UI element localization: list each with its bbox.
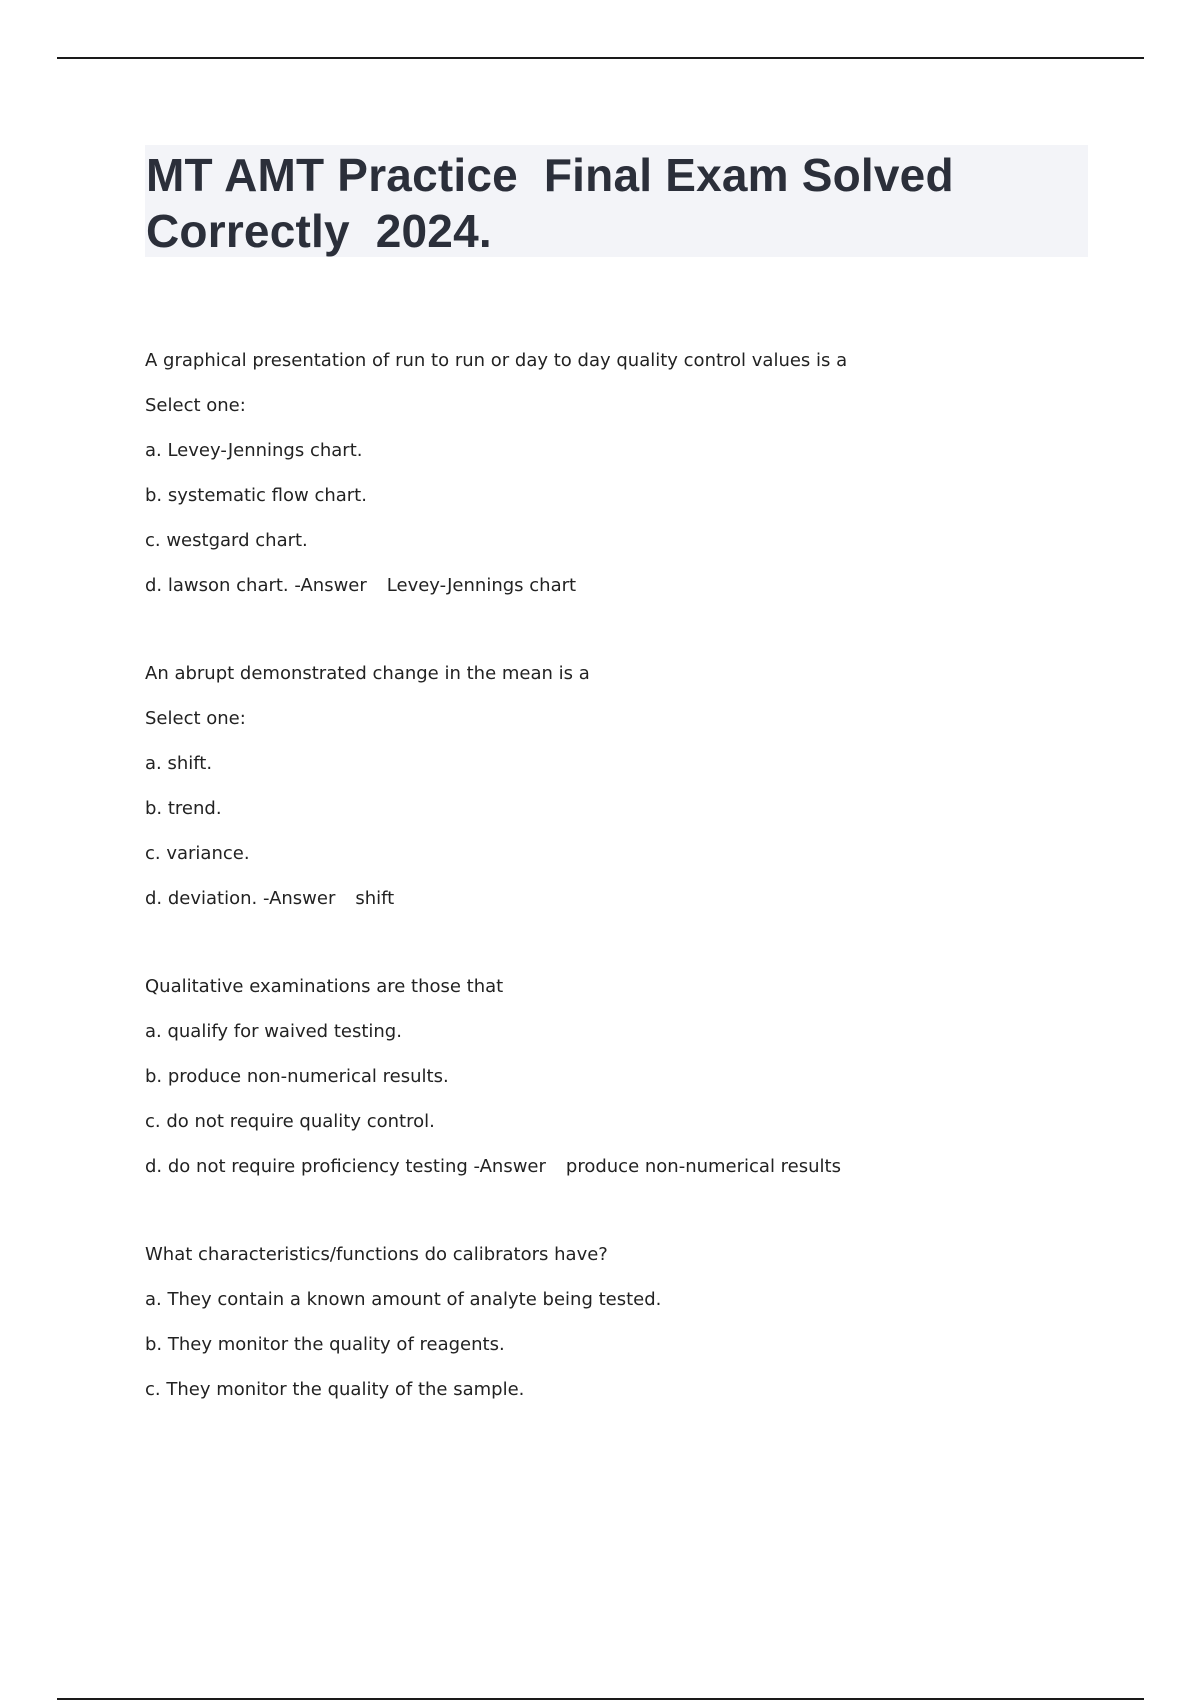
option-b: b. systematic flow chart. <box>145 485 367 506</box>
option-c: c. do not require quality control. <box>145 1111 435 1132</box>
question-list <box>145 348 1105 1422</box>
option-a: a. They contain a known amount of analyte being tested. <box>145 1289 662 1310</box>
bottom-rule <box>57 1698 1144 1700</box>
option-b: b. They monitor the quality of reagents. <box>145 1334 505 1355</box>
option-d-with-answer <box>145 573 1105 618</box>
option-a: a. qualify for waived testing. <box>145 1021 402 1042</box>
option-d: d. do not require proficiency testing -Answer <box>145 1156 546 1177</box>
question-block <box>145 348 1105 618</box>
option-b: b. trend. <box>145 798 222 819</box>
option-a: a. Levey-Jennings chart. <box>145 440 363 461</box>
option-c: c. westgard chart. <box>145 530 308 551</box>
question-block <box>145 1242 1105 1422</box>
option-d-with-answer <box>145 1154 1105 1199</box>
select-one-label: Select one: <box>145 395 246 416</box>
question-block <box>145 974 1105 1199</box>
option-d: d. deviation. -Answer <box>145 888 336 909</box>
question-block <box>145 661 1105 931</box>
question-text: A graphical presentation of run to run or day to day quality control values is a <box>145 350 848 371</box>
answer-text: produce non-numerical results <box>565 1156 841 1177</box>
option-b: b. produce non-numerical results. <box>145 1066 449 1087</box>
answer-text: shift <box>355 888 395 909</box>
option-d-with-answer <box>145 886 1105 931</box>
option-d: d. lawson chart. -Answer <box>145 575 367 596</box>
document-title: MT AMT Practice Final Exam Solved Correctly 2024. <box>146 149 954 257</box>
option-a: a. shift. <box>145 753 213 774</box>
select-one-label: Select one: <box>145 708 246 729</box>
answer-text: Levey-Jennings chart <box>386 575 577 596</box>
question-text: Qualitative examinations are those that <box>145 976 504 997</box>
option-c: c. variance. <box>145 843 250 864</box>
question-text: An abrupt demonstrated change in the mean is a <box>145 663 590 684</box>
top-rule <box>57 57 1144 59</box>
option-c: c. They monitor the quality of the sample. <box>145 1379 525 1400</box>
question-text: What characteristics/functions do calibrators have? <box>145 1244 608 1265</box>
